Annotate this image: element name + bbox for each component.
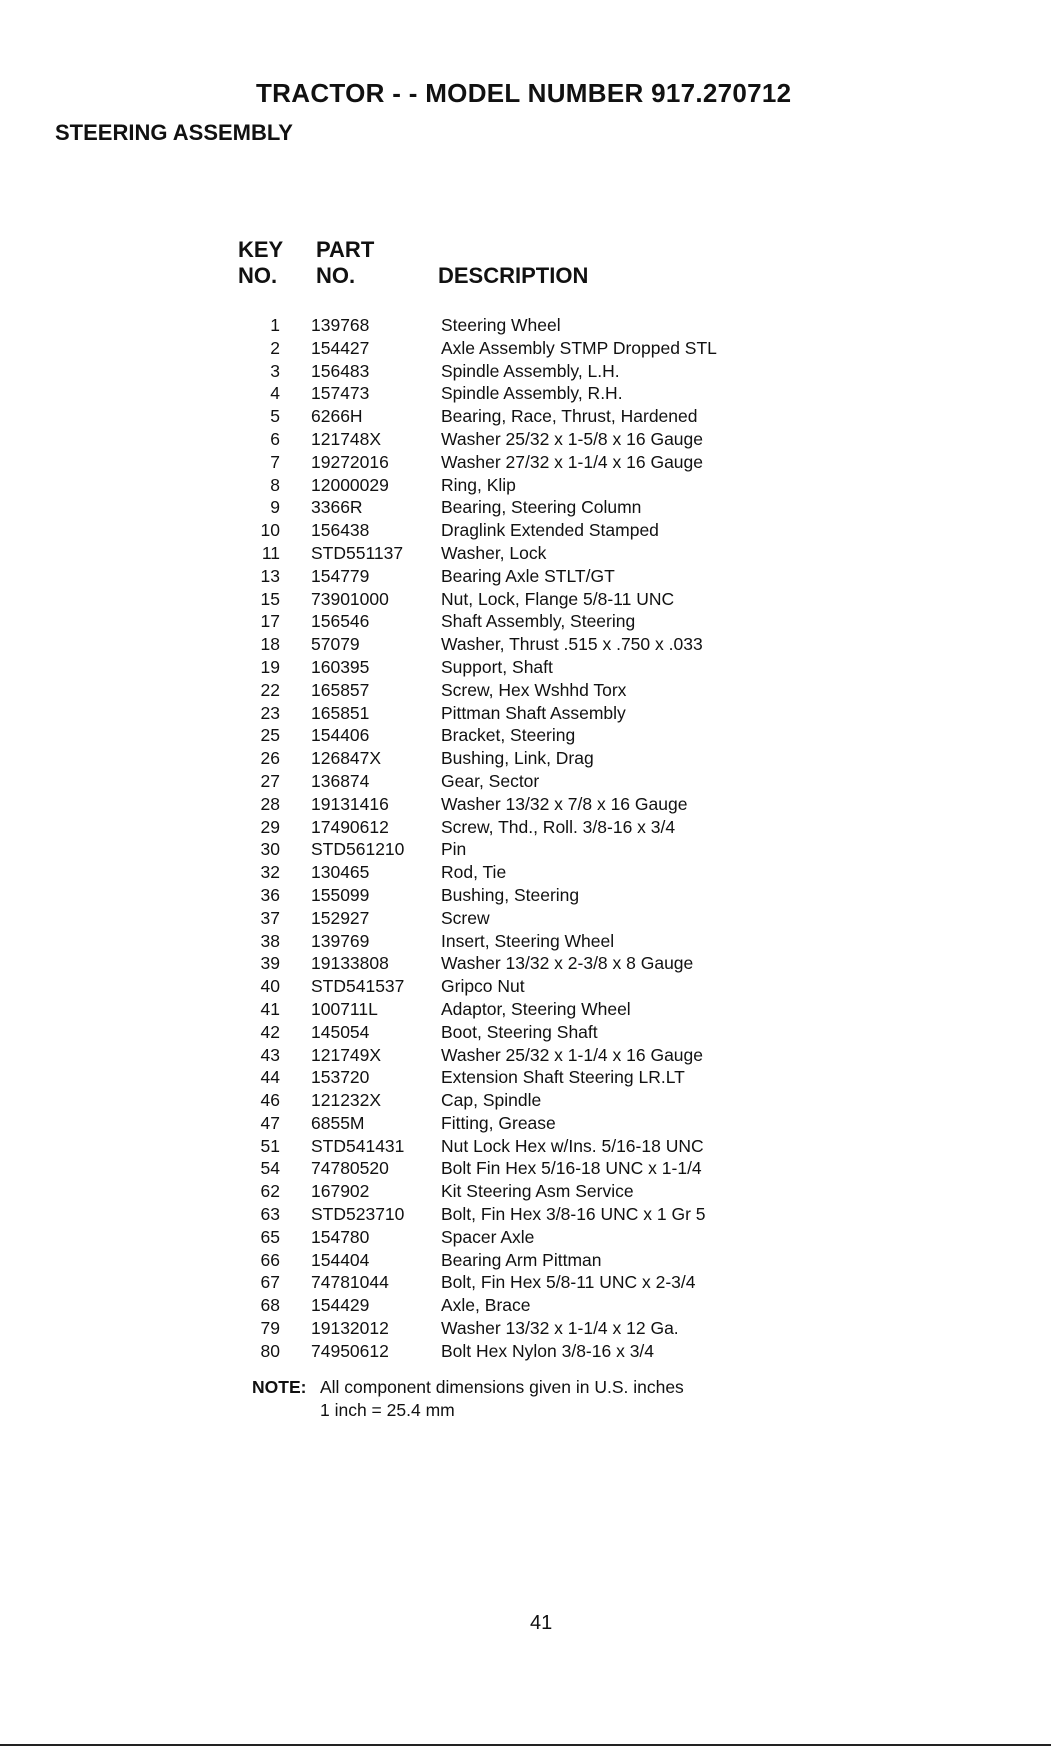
part-description: Gear, Sector (441, 770, 540, 791)
part-no: 19132012 (311, 1318, 389, 1339)
key-header-line1: KEY (238, 237, 284, 262)
part-description: Bearing, Steering Column (441, 497, 642, 518)
part-no: 167902 (311, 1181, 370, 1202)
part-no: 139769 (311, 930, 370, 951)
part-no: STD523710 (311, 1204, 405, 1225)
part-description: Shaft Assembly, Steering (441, 611, 636, 632)
part-description: Axle Assembly STMP Dropped STL (441, 337, 717, 358)
table-row (0, 1044, 1051, 1067)
part-no: 152927 (311, 907, 370, 928)
table-row (0, 542, 1051, 565)
table-row (0, 565, 1051, 588)
part-no: 154404 (311, 1249, 370, 1270)
table-row (0, 519, 1051, 542)
part-no: 154406 (311, 725, 370, 746)
key-no: 39 (260, 953, 280, 974)
part-no: 156546 (311, 611, 370, 632)
table-row (0, 1340, 1051, 1363)
table-row (0, 679, 1051, 702)
part-no: 156438 (311, 520, 370, 541)
table-row (0, 816, 1051, 839)
part-description: Screw, Hex Wshhd Torx (441, 679, 627, 700)
part-description: Extension Shaft Steering LR.LT (441, 1067, 685, 1088)
part-description: Support, Shaft (441, 656, 553, 677)
key-no: 37 (260, 907, 280, 928)
part-no: 3366R (311, 497, 363, 518)
key-no: 41 (260, 998, 280, 1019)
table-row (0, 474, 1051, 497)
key-no: 7 (270, 451, 280, 472)
key-no-header (238, 237, 286, 289)
part-no: 160395 (311, 656, 370, 677)
note-conversion: 1 inch = 25.4 mm (320, 1400, 455, 1420)
part-no: 19272016 (311, 451, 389, 472)
table-row (0, 610, 1051, 633)
part-description: Steering Wheel (441, 315, 561, 335)
part-description: Bearing, Race, Thrust, Hardened (441, 406, 698, 427)
part-no: 156483 (311, 360, 370, 381)
key-no: 25 (260, 725, 280, 746)
key-no: 54 (260, 1158, 280, 1179)
page-title: TRACTOR - - MODEL NUMBER 917.270712 (256, 78, 792, 108)
key-no: 42 (260, 1021, 280, 1042)
part-description: Bearing Axle STLT/GT (441, 565, 615, 586)
table-row (0, 998, 1051, 1021)
part-no: 57079 (311, 634, 360, 655)
part-no: STD541537 (311, 976, 405, 997)
part-description: Spacer Axle (441, 1226, 535, 1247)
part-no: 157473 (311, 383, 370, 404)
part-description: Bolt, Fin Hex 3/8-16 UNC x 1 Gr 5 (441, 1204, 706, 1225)
key-no: 26 (260, 748, 280, 769)
key-no: 9 (270, 497, 280, 518)
part-description: Rod, Tie (441, 862, 507, 883)
key-no: 18 (260, 634, 280, 655)
table-row (0, 975, 1051, 998)
part-no: 73901000 (311, 588, 389, 609)
part-description: Spindle Assembly, L.H. (441, 360, 620, 381)
part-description: Washer, Thrust .515 x .750 x .033 (441, 634, 703, 655)
part-description: Spindle Assembly, R.H. (441, 383, 623, 404)
part-no: STD551137 (311, 542, 404, 563)
part-description: Kit Steering Asm Service (441, 1181, 634, 1202)
table-row (0, 1180, 1051, 1203)
part-no: 126847X (311, 748, 382, 769)
part-no: 154779 (311, 565, 370, 586)
part-description: Fitting, Grease (441, 1112, 556, 1133)
part-no: 139768 (311, 315, 370, 335)
part-description: Ring, Klip (441, 474, 516, 495)
part-description: Nut, Lock, Flange 5/8-11 UNC (441, 588, 675, 609)
part-description: Bracket, Steering (441, 725, 576, 746)
key-no: 28 (260, 793, 280, 814)
part-no: 136874 (311, 770, 370, 791)
key-no: 43 (260, 1044, 280, 1065)
key-no: 3 (270, 360, 280, 381)
key-no: 4 (270, 383, 280, 404)
key-no: 62 (260, 1181, 280, 1202)
table-row (0, 1157, 1051, 1180)
part-no: 17490612 (311, 816, 389, 837)
bottom-rule (0, 1744, 1051, 1746)
part-no: 6855M (311, 1112, 365, 1133)
part-no: 121232X (311, 1090, 382, 1111)
part-description: Washer 13/32 x 1-1/4 x 12 Ga. (441, 1318, 679, 1339)
table-row (0, 360, 1051, 383)
part-no: 74950612 (311, 1340, 389, 1361)
parts-list (0, 314, 1051, 1363)
key-no: 10 (260, 520, 280, 541)
key-no: 1 (270, 315, 280, 335)
part-no: 130465 (311, 862, 370, 883)
part-no: 121748X (311, 428, 382, 449)
part-description: Bolt Hex Nylon 3/8-16 x 3/4 (441, 1340, 655, 1361)
table-row (0, 1271, 1051, 1294)
part-description: Screw (441, 907, 490, 928)
table-row (0, 1089, 1051, 1112)
table-row (0, 1066, 1051, 1089)
part-no: 74780520 (311, 1158, 389, 1179)
part-description: Pittman Shaft Assembly (441, 702, 626, 723)
table-row (0, 496, 1051, 519)
key-no: 38 (260, 930, 280, 951)
table-row (0, 1226, 1051, 1249)
key-no: 29 (260, 816, 280, 837)
table-row (0, 861, 1051, 884)
part-no: 154429 (311, 1295, 370, 1316)
part-description: Axle, Brace (441, 1295, 531, 1316)
part-description: Bushing, Link, Drag (441, 748, 594, 769)
part-description: Screw, Thd., Roll. 3/8-16 x 3/4 (441, 816, 676, 837)
key-no: 23 (260, 702, 280, 723)
key-no: 22 (260, 679, 280, 700)
part-description: Washer 25/32 x 1-1/4 x 16 Gauge (441, 1044, 704, 1065)
part-no: STD541431 (311, 1135, 405, 1156)
key-no: 40 (260, 976, 280, 997)
description-header: DESCRIPTION (438, 263, 589, 288)
part-no: 19131416 (311, 793, 389, 814)
part-description: Washer 25/32 x 1-5/8 x 16 Gauge (441, 428, 704, 449)
part-description: Bearing Arm Pittman (441, 1249, 602, 1270)
table-row (0, 337, 1051, 360)
part-description: Washer 13/32 x 2-3/8 x 8 Gauge (441, 953, 694, 974)
key-no: 5 (270, 406, 280, 427)
part-no: 74781044 (311, 1272, 389, 1293)
table-row (0, 405, 1051, 428)
key-no: 67 (260, 1272, 280, 1293)
table-row (0, 633, 1051, 656)
key-no: 80 (260, 1340, 280, 1361)
key-no: 47 (260, 1112, 280, 1133)
part-no: 19133808 (311, 953, 389, 974)
page-number: 41 (530, 1612, 553, 1634)
part-no: 153720 (311, 1067, 370, 1088)
part-no: 165857 (311, 679, 370, 700)
part-no: 154780 (311, 1226, 370, 1247)
part-header-line1: PART (316, 237, 375, 262)
part-no: 165851 (311, 702, 370, 723)
key-no: 46 (260, 1090, 280, 1111)
key-no: 8 (270, 474, 280, 495)
part-description: Pin (441, 839, 467, 860)
part-description: Adaptor, Steering Wheel (441, 998, 631, 1019)
key-no: 17 (260, 611, 280, 632)
table-row (0, 952, 1051, 975)
table-row (0, 382, 1051, 405)
table-row (0, 451, 1051, 474)
note-label: NOTE: (252, 1377, 307, 1397)
part-description: Draglink Extended Stamped (441, 520, 659, 541)
table-row (0, 1203, 1051, 1226)
table-row (0, 1112, 1051, 1135)
key-no: 27 (260, 770, 280, 791)
table-row (0, 428, 1051, 451)
table-row (0, 907, 1051, 930)
key-no: 51 (260, 1135, 280, 1156)
key-no: 19 (260, 656, 280, 677)
key-no: 79 (260, 1318, 280, 1339)
key-no: 44 (260, 1067, 280, 1088)
part-description: Gripco Nut (441, 976, 525, 997)
table-row (0, 838, 1051, 861)
section-title: STEERING ASSEMBLY (55, 120, 293, 145)
table-row (0, 770, 1051, 793)
table-row (0, 724, 1051, 747)
table-row (0, 1294, 1051, 1317)
part-no: 145054 (311, 1021, 370, 1042)
part-description: Bushing, Steering (441, 884, 580, 905)
key-no: 68 (260, 1295, 280, 1316)
note-text: All component dimensions given in U.S. inches (320, 1377, 684, 1397)
part-description: Washer 13/32 x 7/8 x 16 Gauge (441, 793, 688, 814)
table-row (0, 1249, 1051, 1272)
part-no: 100711L (311, 998, 378, 1019)
part-no-header (316, 237, 396, 289)
part-description: Cap, Spindle (441, 1090, 542, 1111)
part-description: Bolt Fin Hex 5/16-18 UNC x 1-1/4 (441, 1158, 702, 1179)
part-no: STD561210 (311, 839, 405, 860)
part-description: Washer 27/32 x 1-1/4 x 16 Gauge (441, 451, 704, 472)
table-row (0, 702, 1051, 725)
key-no: 2 (270, 337, 280, 358)
table-row (0, 1135, 1051, 1158)
part-description: Boot, Steering Shaft (441, 1021, 598, 1042)
table-row (0, 930, 1051, 953)
table-row (0, 793, 1051, 816)
key-no: 63 (260, 1204, 280, 1225)
table-row (0, 588, 1051, 611)
part-description: Nut Lock Hex w/Ins. 5/16-18 UNC (441, 1135, 704, 1156)
table-row (0, 1021, 1051, 1044)
part-no: 155099 (311, 884, 370, 905)
key-no: 65 (260, 1226, 280, 1247)
key-no: 36 (260, 884, 280, 905)
key-no: 32 (260, 862, 280, 883)
table-row (0, 747, 1051, 770)
part-no: 12000029 (311, 474, 389, 495)
table-row (0, 1317, 1051, 1340)
part-description: Bolt, Fin Hex 5/8-11 UNC x 2-3/4 (441, 1272, 696, 1293)
part-description: Insert, Steering Wheel (441, 930, 615, 951)
key-no: 13 (260, 565, 280, 586)
part-description: Washer, Lock (441, 542, 547, 563)
key-no: 15 (260, 588, 280, 609)
part-no: 154427 (311, 337, 370, 358)
part-header-line2: NO. (316, 263, 356, 288)
key-header-line2: NO. (238, 263, 278, 288)
part-no: 6266H (311, 406, 363, 427)
key-no: 30 (260, 839, 280, 860)
part-no: 121749X (311, 1044, 382, 1065)
table-row (0, 884, 1051, 907)
table-row (0, 656, 1051, 679)
key-no: 66 (260, 1249, 280, 1270)
key-no: 11 (261, 542, 280, 563)
key-no: 6 (270, 428, 280, 449)
table-row (0, 314, 1051, 337)
